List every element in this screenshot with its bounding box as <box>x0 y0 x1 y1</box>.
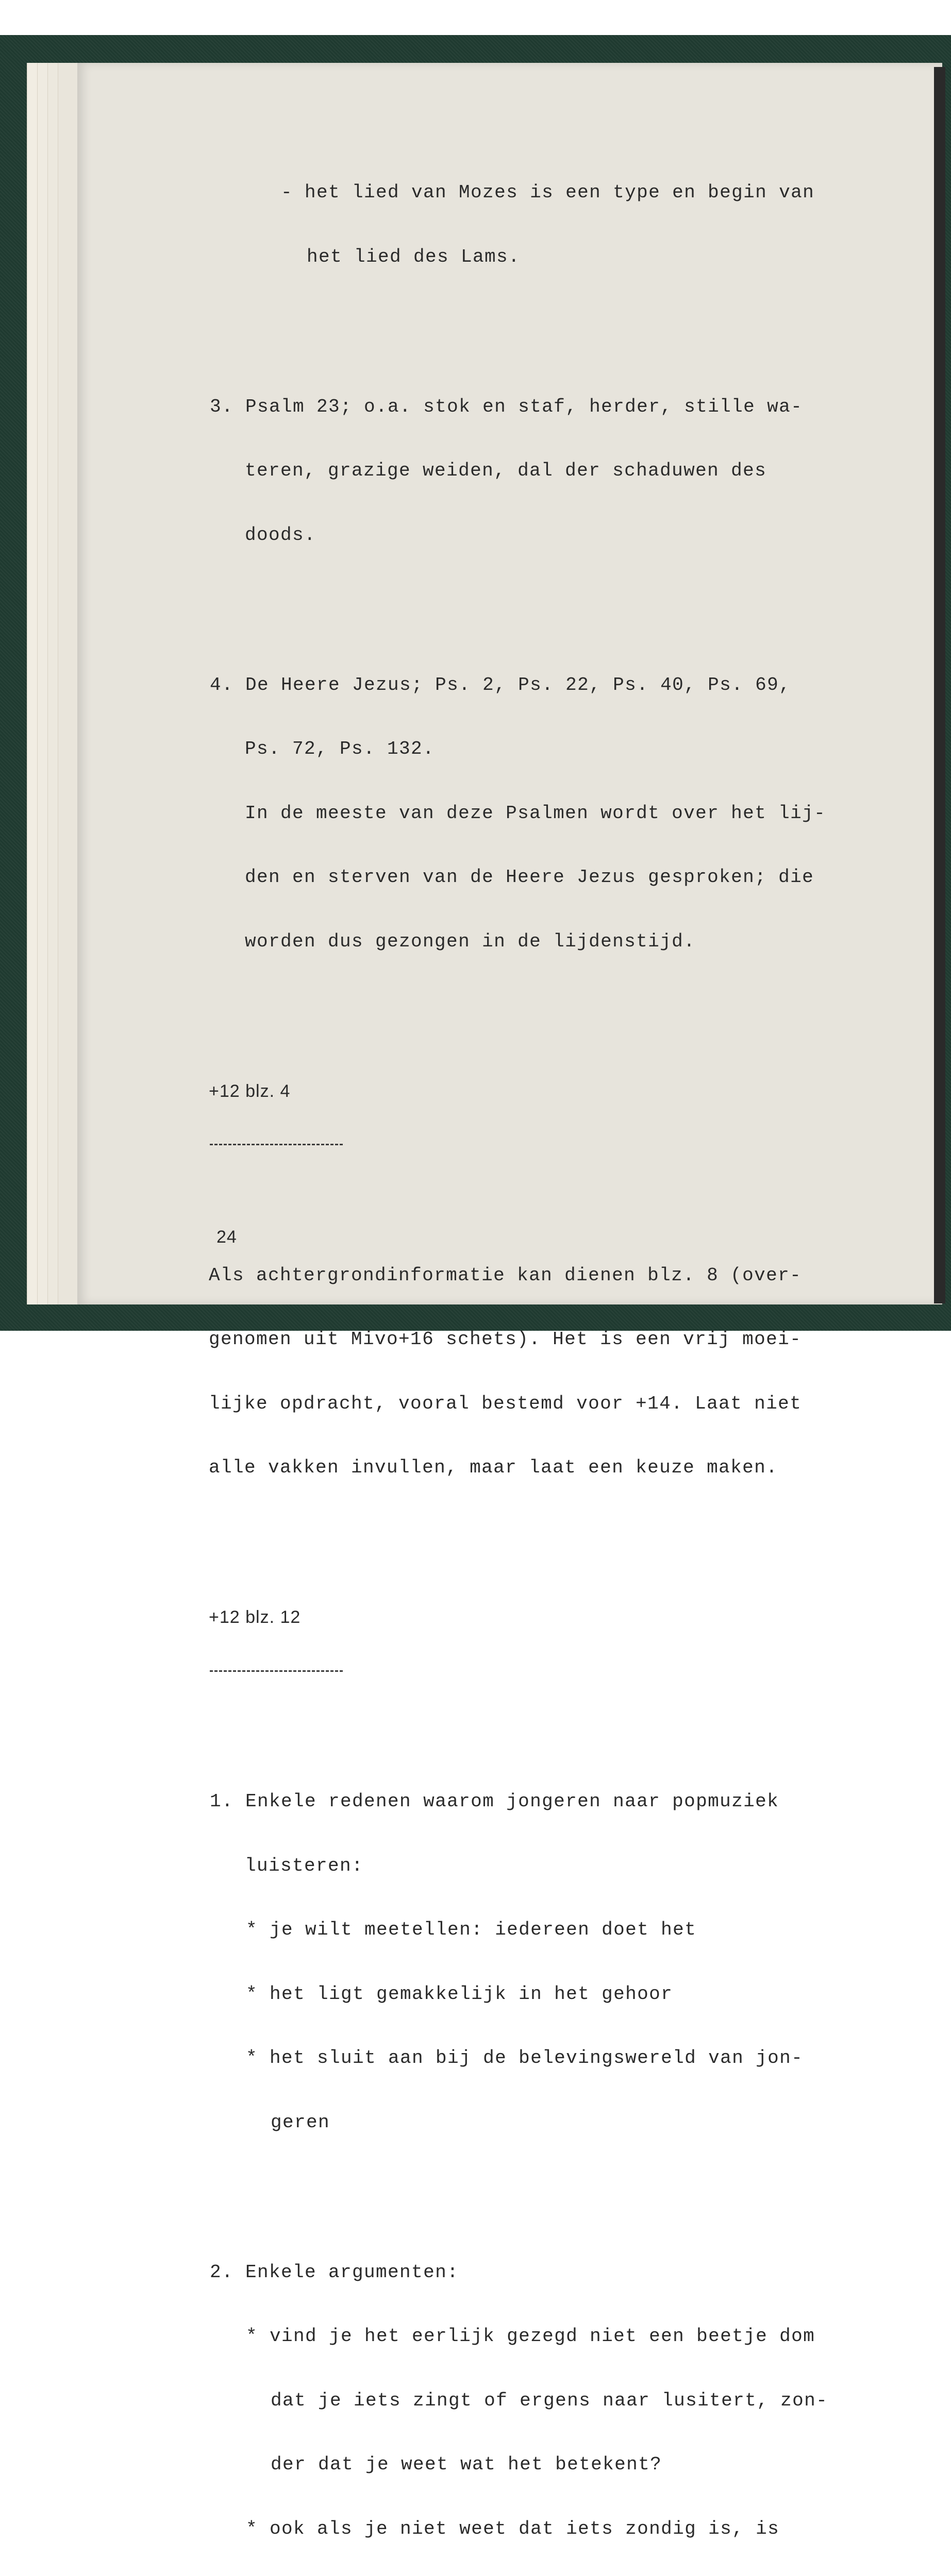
paragraph-line: genomen uit Mivo+16 schets). Het is een vrij moei- <box>209 1329 802 1350</box>
page-number: 24 <box>216 1227 237 1247</box>
list-item-3: 3. Psalm 23; o.a. stok en staf, herder, stille wa- <box>210 396 803 417</box>
text-line: den en sterven van de Heere Jezus gesproken; die <box>245 867 814 888</box>
page-edge-right <box>934 67 945 1303</box>
bullet-item: * vind je het eerlijk gezegd niet een beetje dom <box>246 2326 815 2347</box>
paragraph-line: Als achtergrondinformatie kan dienen blz. 8 (over- <box>209 1264 802 1286</box>
bullet-item: * ook als je niet weet dat iets zondig is, is <box>246 2518 780 2539</box>
paragraph-line: lijke opdracht, vooral bestemd voor +14. Laat niet <box>209 1393 802 1414</box>
text-line: het lied des Lams. <box>307 246 521 267</box>
text-line: der dat je weet wat het betekent? <box>271 2454 662 2475</box>
text-line: In de meeste van deze Psalmen wordt over het lij- <box>245 802 826 824</box>
text-line: teren, grazige weiden, dal der schaduwen des <box>245 460 767 481</box>
section-heading: +12 blz. 4 <box>209 1081 291 1101</box>
section-heading: +12 blz. 12 <box>209 1607 301 1627</box>
list-item-2: 2. Enkele argumenten: <box>210 2261 459 2283</box>
text-line: worden dus gezongen in de lijdenstijd. <box>245 930 696 952</box>
text-line: dat je iets zingt of ergens naar lusitert, zon- <box>271 2389 828 2411</box>
list-item-1: 1. Enkele redenen waarom jongeren naar popmuziek <box>210 1791 779 1812</box>
heading-underline <box>210 1670 343 1672</box>
text-line: luisteren: <box>245 1855 364 1876</box>
text-line: Ps. 72, Ps. 132. <box>245 738 435 759</box>
bullet-item: * het ligt gemakkelijk in het gehoor <box>246 1983 673 2005</box>
text-line: - het lied van Mozes is een type en begin van <box>281 182 815 203</box>
bullet-item: * je wilt meetellen: iedereen doet het <box>246 1919 697 1940</box>
heading-underline <box>210 1144 343 1145</box>
page-text <box>131 139 884 2576</box>
bullet-item: * het sluit aan bij de belevingswereld van jon- <box>246 2047 804 2069</box>
paragraph-line: alle vakken invullen, maar laat een keuze maken. <box>209 1457 778 1478</box>
text-line: doods. <box>245 524 316 546</box>
text-line: geren <box>271 2111 330 2133</box>
list-item-4: 4. De Heere Jezus; Ps. 2, Ps. 22, Ps. 40, Ps. 69, <box>210 674 791 696</box>
